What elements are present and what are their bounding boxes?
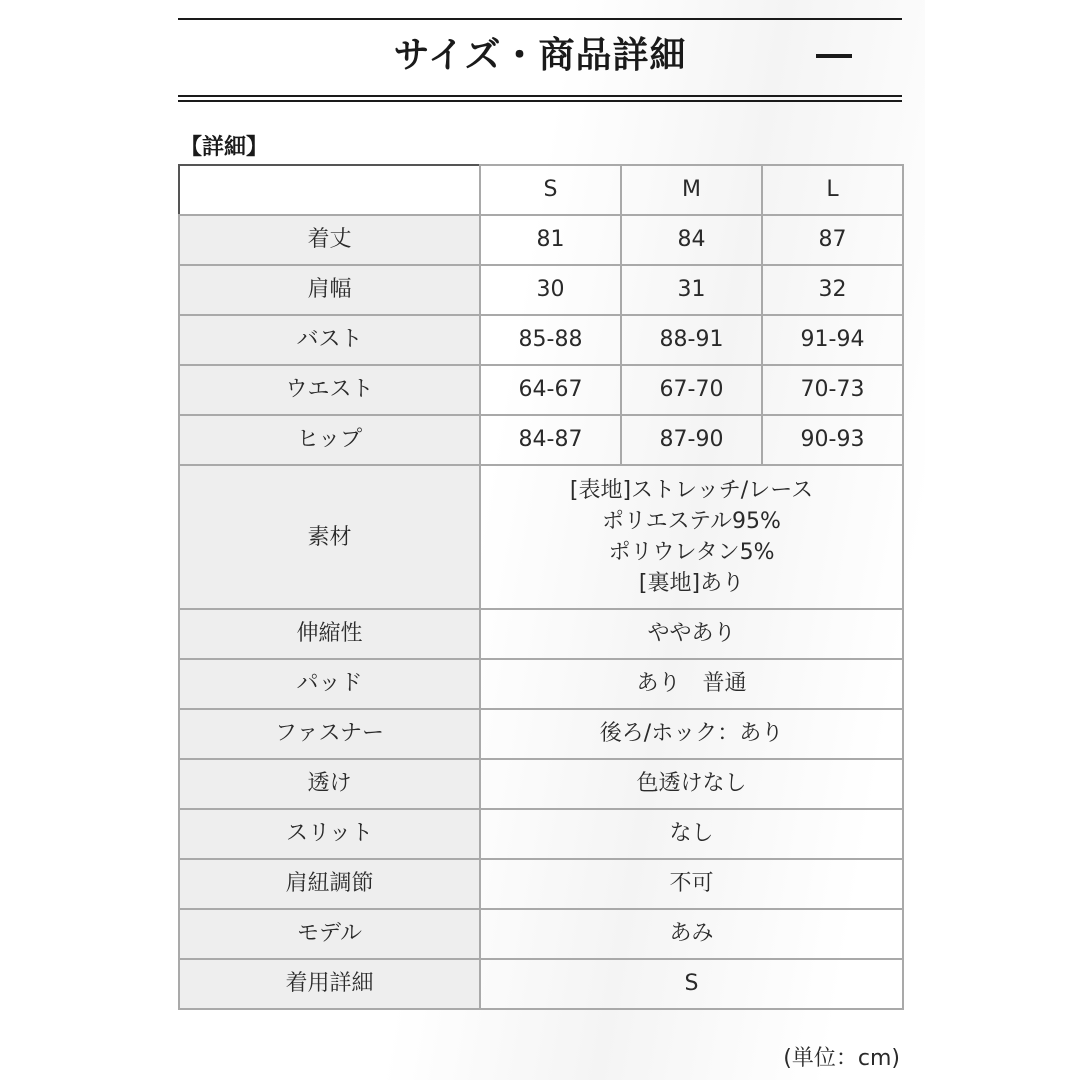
row-label: パッド bbox=[179, 659, 480, 709]
size-value: 90-93 bbox=[762, 415, 903, 465]
size-value: 87 bbox=[762, 215, 903, 265]
table-row bbox=[179, 365, 903, 415]
page-title[interactable]: サイズ・商品詳細 bbox=[393, 35, 687, 76]
row-label: 肩幅 bbox=[179, 265, 480, 315]
material-value bbox=[480, 465, 903, 609]
column-header-m: M bbox=[621, 165, 762, 215]
table-row bbox=[179, 859, 903, 909]
column-header-s: S bbox=[480, 165, 621, 215]
detail-value: あり 普通 bbox=[480, 659, 903, 709]
detail-value: ややあり bbox=[480, 609, 903, 659]
table-row bbox=[179, 709, 903, 759]
table-row bbox=[179, 959, 903, 1009]
table-row bbox=[179, 659, 903, 709]
table-row bbox=[179, 265, 903, 315]
size-value: 84-87 bbox=[480, 415, 621, 465]
header-top-rule bbox=[178, 18, 902, 20]
size-value: 88-91 bbox=[621, 315, 762, 365]
table-row bbox=[179, 215, 903, 265]
size-value: 32 bbox=[762, 265, 903, 315]
row-label: モデル bbox=[179, 909, 480, 959]
header-bottom-rule-2 bbox=[178, 100, 902, 102]
size-value: 84 bbox=[621, 215, 762, 265]
header-bottom-rule bbox=[178, 95, 902, 97]
detail-value: 不可 bbox=[480, 859, 903, 909]
material-line: [表地]ストレッチ/レース bbox=[569, 478, 814, 503]
row-label: 伸縮性 bbox=[179, 609, 480, 659]
detail-value: S bbox=[480, 959, 903, 1009]
column-header-l: L bbox=[762, 165, 903, 215]
size-value: 91-94 bbox=[762, 315, 903, 365]
unit-note: (単位：cm) bbox=[783, 1046, 900, 1071]
table-row bbox=[179, 415, 903, 465]
size-value: 87-90 bbox=[621, 415, 762, 465]
row-label: ファスナー bbox=[179, 709, 480, 759]
table-header-row bbox=[179, 165, 903, 215]
size-value: 67-70 bbox=[621, 365, 762, 415]
row-label: 肩紐調節 bbox=[179, 859, 480, 909]
detail-value: 色透けなし bbox=[480, 759, 903, 809]
row-label: ウエスト bbox=[179, 365, 480, 415]
material-line: ポリエステル95% bbox=[602, 509, 781, 534]
detail-value: 後ろ/ホック：あり bbox=[480, 709, 903, 759]
table-row bbox=[179, 315, 903, 365]
size-spec-table bbox=[178, 164, 904, 1010]
size-value: 64-67 bbox=[480, 365, 621, 415]
detail-value: なし bbox=[480, 809, 903, 859]
row-label: バスト bbox=[179, 315, 480, 365]
size-value: 30 bbox=[480, 265, 621, 315]
size-value: 31 bbox=[621, 265, 762, 315]
row-label: 着丈 bbox=[179, 215, 480, 265]
detail-value: あみ bbox=[480, 909, 903, 959]
material-row bbox=[179, 465, 903, 609]
table-row bbox=[179, 809, 903, 859]
row-label: ヒップ bbox=[179, 415, 480, 465]
size-value: 85-88 bbox=[480, 315, 621, 365]
size-value: 81 bbox=[480, 215, 621, 265]
section-label: 【詳細】 bbox=[180, 135, 269, 160]
row-label: 着用詳細 bbox=[179, 959, 480, 1009]
table-row bbox=[179, 609, 903, 659]
table-row bbox=[179, 909, 903, 959]
minus-icon[interactable] bbox=[816, 54, 852, 58]
corner-cell bbox=[179, 165, 480, 215]
row-label: 素材 bbox=[179, 465, 480, 609]
material-line: ポリウレタン5% bbox=[608, 540, 775, 565]
row-label: スリット bbox=[179, 809, 480, 859]
material-line: [裏地]あり bbox=[638, 571, 745, 596]
size-value: 70-73 bbox=[762, 365, 903, 415]
row-label: 透け bbox=[179, 759, 480, 809]
table-row bbox=[179, 759, 903, 809]
right-margin bbox=[925, 0, 1080, 1080]
